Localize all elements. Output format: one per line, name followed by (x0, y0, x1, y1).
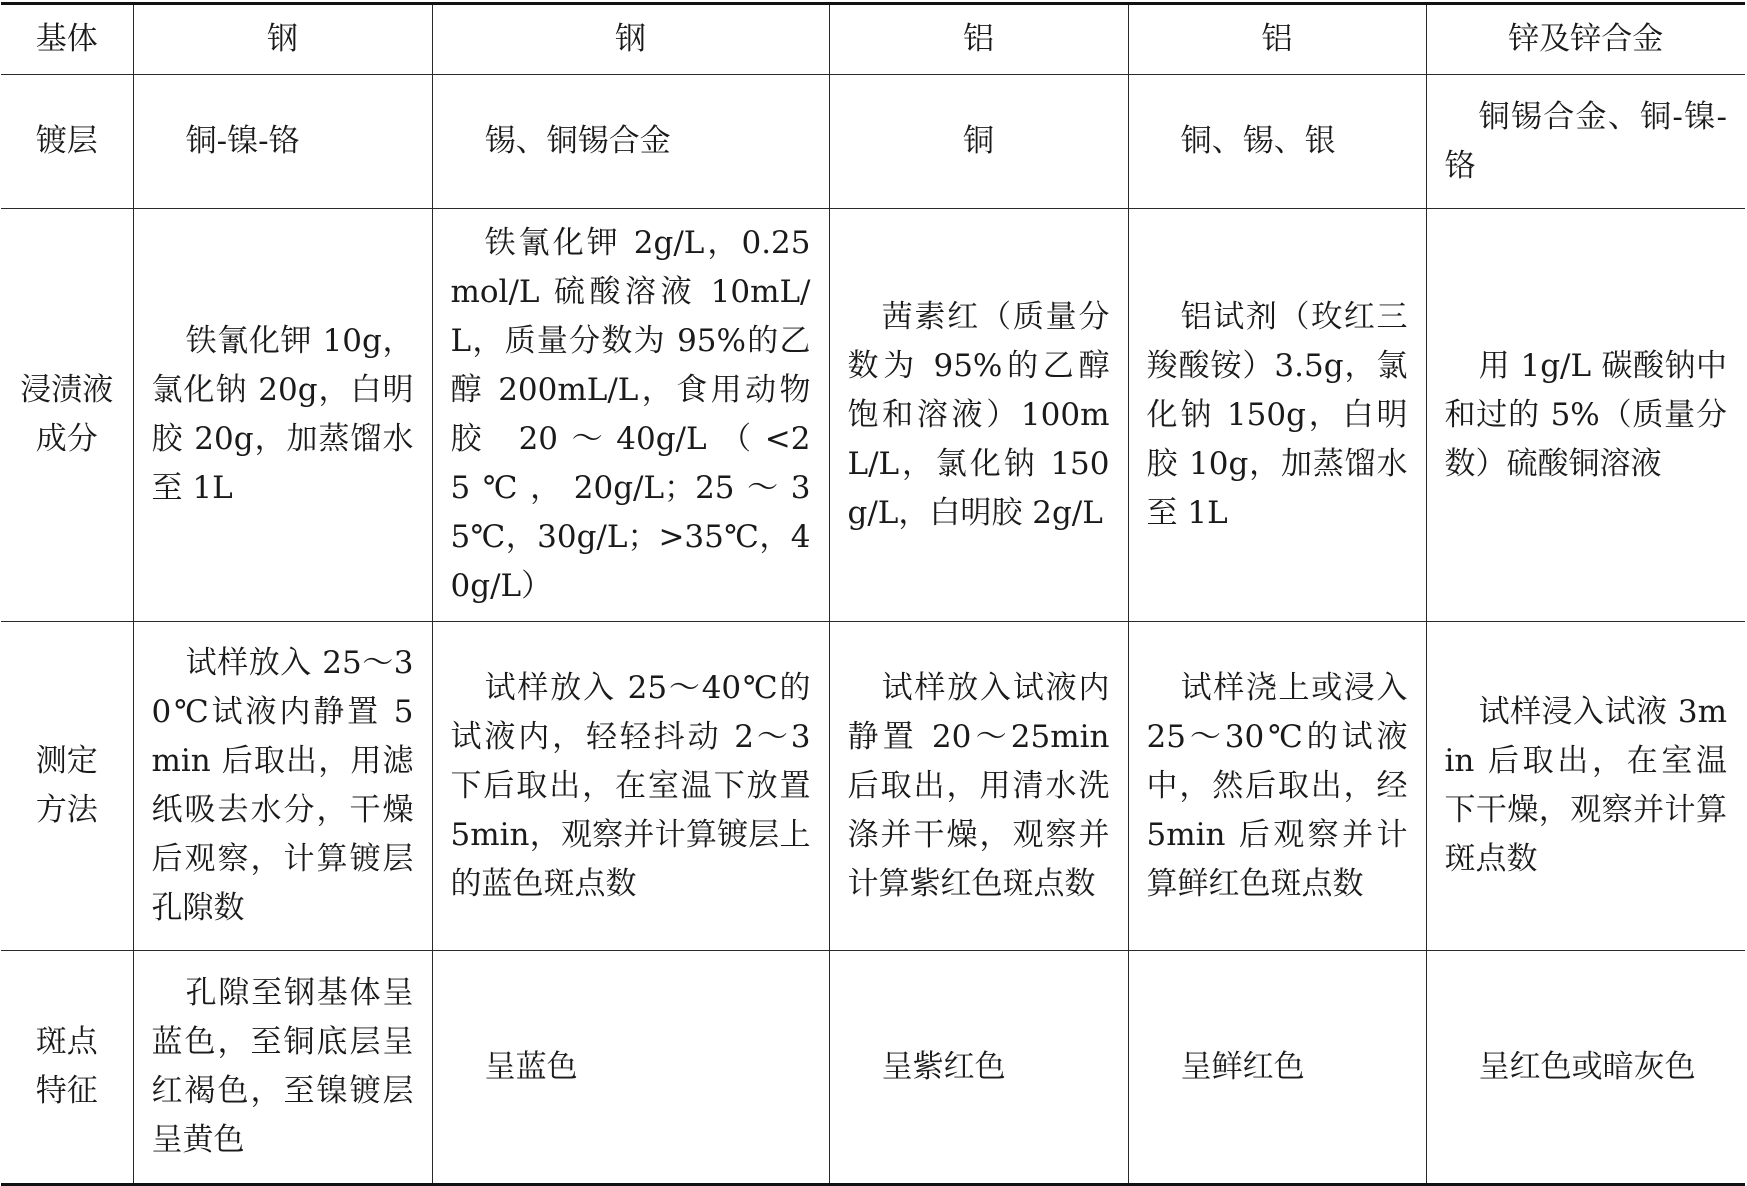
table-cell: 用 1g/L 碳酸钠中和过的 5%（质量分数）硫酸铜溶液 (1426, 209, 1745, 622)
row-header-line: 镀层 (35, 123, 98, 159)
porosity-test-table (1, 2, 1745, 1186)
table-row-coating (1, 75, 1745, 209)
row-header-line: 浸渍液 (20, 372, 114, 408)
table-cell: 钢 (133, 4, 432, 75)
table-cell: 试样浇上或浸入 25～30℃的试液中，然后取出，经 5min 后观察并计算鲜红色斑点数 (1128, 622, 1426, 951)
row-header-method (1, 622, 133, 951)
table-row-spot-feature (1, 951, 1745, 1185)
table-cell: 呈蓝色 (432, 951, 829, 1185)
table-cell: 孔隙至钢基体呈蓝色，至铜底层呈红褐色，至镍镀层呈黄色 (133, 951, 432, 1185)
row-header-line: 方法 (35, 792, 98, 828)
table-cell: 锌及锌合金 (1426, 4, 1745, 75)
table-cell: 铁氰化钾 10g，氯化钠 20g，白明胶 20g，加蒸馏水至 1L (133, 209, 432, 622)
table-cell: 试样浸入试液 3min 后取出，在室温下干燥，观察并计算斑点数 (1426, 622, 1745, 951)
table-cell: 铜-镍-铬 (133, 75, 432, 209)
table-cell: 茜素红（质量分数为 95%的乙醇饱和溶液）100mL/L，氯化钠 150g/L，白明胶 2g/L (829, 209, 1128, 622)
table-cell: 呈紫红色 (829, 951, 1128, 1185)
table-cell: 铝试剂（玫红三羧酸铵）3.5g，氯化钠 150g，白明胶 10g，加蒸馏水至 1L (1128, 209, 1426, 622)
row-header-line: 斑点 (35, 1024, 98, 1060)
row-header-spot-feature (1, 951, 133, 1185)
row-header-line: 测定 (35, 743, 98, 779)
table-cell: 铝 (1128, 4, 1426, 75)
table-row-method (1, 622, 1745, 951)
table-cell: 呈红色或暗灰色 (1426, 951, 1745, 1185)
table-cell: 铝 (829, 4, 1128, 75)
row-header-coating (1, 75, 133, 209)
row-header-substrate (1, 4, 133, 75)
table-cell: 锡、铜锡合金 (432, 75, 829, 209)
table-cell: 铁氰化钾 2g/L，0.25mol/L 硫酸溶液 10mL/L，质量分数为 95%的乙醇 200mL/L，食用动物胶 20～40g/L（<25℃，20g/L；25～35℃，30g/L；>35℃，40g/L） (432, 209, 829, 622)
row-header-solution (1, 209, 133, 622)
table-cell: 呈鲜红色 (1128, 951, 1426, 1185)
table-row-substrate (1, 4, 1745, 75)
row-header-line: 特征 (35, 1073, 98, 1109)
table-cell: 钢 (432, 4, 829, 75)
table-cell: 试样放入 25～30℃试液内静置 5min 后取出，用滤纸吸去水分，干燥后观察，计算镀层孔隙数 (133, 622, 432, 951)
table-cell: 试样放入试液内静置 20～25min 后取出，用清水洗涤并干燥，观察并计算紫红色斑点数 (829, 622, 1128, 951)
table-cell: 试样放入 25～40℃的试液内，轻轻抖动 2～3 下后取出，在室温下放置 5min，观察并计算镀层上的蓝色斑点数 (432, 622, 829, 951)
row-header-line: 基体 (35, 21, 98, 57)
table-row-solution (1, 209, 1745, 622)
table-cell: 铜锡合金、铜-镍-铬 (1426, 75, 1745, 209)
row-header-line: 成分 (35, 421, 98, 457)
table-cell: 铜 (829, 75, 1128, 209)
table-cell: 铜、锡、银 (1128, 75, 1426, 209)
